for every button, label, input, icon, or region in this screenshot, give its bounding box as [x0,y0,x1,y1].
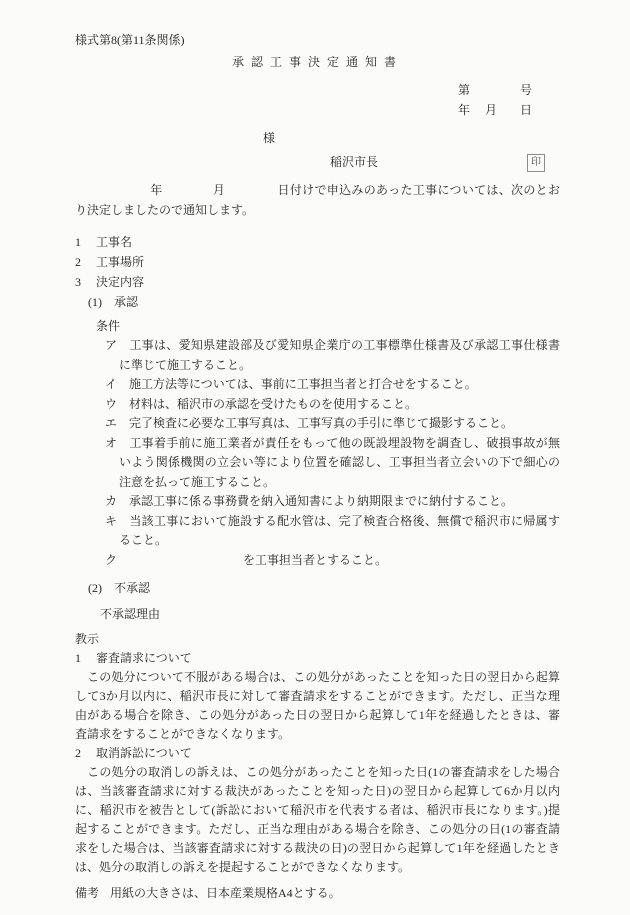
condition-text: 施工方法等については、事前に工事担当者と打合せをすること。 [129,377,477,391]
instruction-line: この処分について不服がある場合は、この処分があったことを知った日の翌日から起算 [75,670,560,684]
intro-line-2: り決定しましたので通知します。 [75,203,255,217]
condition-marker: ア [105,338,118,352]
condition-text: 工事着手前に施工業者が責任をもって他の既設埋設物を調査し、破損事故が無 [129,435,560,450]
disapproval-reason-label: 不承認理由 [100,607,161,621]
condition-line [105,434,560,454]
condition-marker: ウ [105,396,118,411]
approval-heading: (1) 承認 [88,295,138,309]
list-item [75,252,560,272]
instruction-line: 査請求をすることができなくなります。 [75,727,291,741]
condition-marker: オ [105,435,118,450]
date-day-blank [497,113,520,114]
seal-mark: 印 [527,154,545,172]
item-number: 1 [75,235,81,249]
document-number-line [75,80,560,100]
item-label: 工事名 [96,235,133,249]
intro-month-label: 月 [212,183,226,197]
section-title: 審査請求について [96,651,192,665]
instruction-line: に、稲沢市を被告として(訴訟において稲沢市を代表する者は、稲沢市長になります。)提 [75,803,560,817]
doc-number-prefix: 第 [457,83,470,97]
item-label: 工事場所 [96,255,145,269]
instruction-subheading [75,649,560,668]
date-line [75,100,560,120]
condition-marker: キ [105,513,118,528]
addressee-suffix: 様 [263,131,276,145]
condition-line [105,395,560,415]
addressee-line [75,128,560,148]
intro-year-label: 年 [150,183,163,197]
condition-line: に準じて施工すること。 [119,357,252,372]
intro-month-blank [163,193,213,194]
instruction-subheading [75,744,560,763]
condition-line [105,492,560,512]
section-number: 2 [75,746,81,760]
list-item [75,272,560,292]
remarks-label: 備考 [75,886,100,900]
remarks-line [75,883,560,903]
condition-text: を工事担当者とすること。 [243,552,388,567]
appeal-instruction-section [75,630,560,877]
instruction-line: この処分の取消しの訴えは、この処分があったことを知った日(1の審査請求をした場合 [75,765,560,779]
issuer-line [75,152,560,172]
condition-marker: イ [105,377,118,391]
condition-line [105,336,560,356]
item-number: 2 [75,255,81,269]
condition-text: 工事は、愛知県建設部及び愛知県企業庁の工事標準仕様書及び承認工事仕様書 [129,338,560,352]
date-month-label: 月 [484,103,497,117]
instruction-line: 由がある場合を除き、この処分があった日の翌日から起算して1年を経過したときは、審 [75,708,560,722]
decision-items [75,232,560,312]
doc-number-suffix: 号 [519,83,532,97]
condition-text: 承認工事に係る事務費を納入通知書により納期限までに納付すること。 [129,494,514,508]
item-number: 3 [75,275,81,289]
remarks-text: 用紙の大きさは、日本産業規格A4とする。 [110,886,341,900]
condition-marker: エ [105,416,118,430]
instruction-line: 起することができます。ただし、正当な理由がある場合を除き、この処分の日(1の審査請 [75,822,560,836]
form-number: 様式第8(第11条関係) [75,33,185,47]
section-number: 1 [75,651,81,665]
condition-line [105,375,560,395]
doc-number-blank [470,93,520,94]
condition-marker: ク [105,552,118,567]
intro-line1-text: 日付けで申込みのあった工事については、次のとお [277,183,560,197]
section-title: 取消訴訟について [96,746,192,760]
intro-paragraph [75,180,560,220]
condition-line: 注意を払って施工すること。 [119,474,276,489]
date-day-label: 日 [519,103,532,117]
condition-text: 完了検査に必要な工事写真は、工事写真の手引に準じて撮影すること。 [129,416,514,430]
conditions-label: 条件 [96,319,121,333]
fill-in-blank [129,563,243,564]
condition-marker: カ [105,494,118,508]
condition-line [105,512,560,532]
instruction-line: 求をした場合は、当該審査請求に対する裁決の日)の翌日から起算して1年を経過したとき [75,841,560,855]
condition-line-blank [105,551,560,571]
intro-day-blank [225,193,277,194]
list-item [75,232,560,252]
disapproval-heading: (2) 不承認 [88,581,150,595]
condition-text: 当該工事において施設する配水管は、完了検査合格後、無償で稲沢市に帰属す [129,513,560,528]
date-year-label: 年 [457,103,470,117]
condition-line [105,414,560,434]
condition-text: 材料は、稲沢市の承認を受けたものを使用すること。 [129,396,418,411]
instruction-line: は、当該審査請求に対する裁決があったことを知った日)の翌日から起算して6か月以内 [75,784,560,798]
document-title: 承認工事決定通知書 [231,55,403,69]
issuer-name: 稲沢市長 [330,155,379,169]
condition-line: いよう関係機関の立会い等により位置を確認し、工事担当者立会いの下で細心の [119,455,560,469]
instruction-heading: 教示 [75,632,100,646]
instruction-line: は、処分の取消しの訴えを提起することができなくなります。 [75,860,411,874]
date-month-blank [470,113,485,114]
conditions-list [75,336,560,570]
intro-line-1 [75,180,560,200]
item-label: 決定内容 [96,275,145,289]
remarks-gap [99,896,110,897]
intro-date-blank [75,193,150,194]
condition-line: ること。 [119,533,168,547]
instruction-line: して3か月以内に、稲沢市長に対して審査請求をすることができます。ただし、正当な理 [75,689,560,703]
